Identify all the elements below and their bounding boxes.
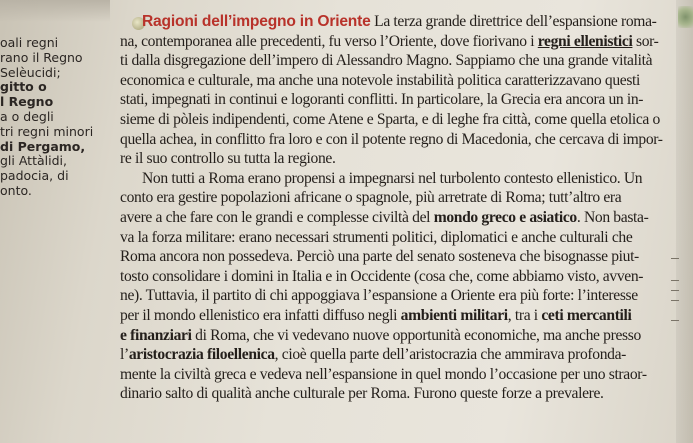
- margin-note: di Pergamo,: [0, 139, 86, 154]
- margin-note: Selèucidi;: [0, 65, 61, 80]
- keyword-aristocrazia-filoellenica: aristocrazia filoellenica: [128, 346, 275, 364]
- text-line: quella achea, in conflitto fra loro e con il potente regno di Macedonia, che cercava di impor-: [120, 130, 663, 148]
- margin-note: rano il Regno: [0, 50, 83, 65]
- margin-note: a o degli: [0, 109, 54, 124]
- edge-tick: [671, 290, 679, 291]
- text-line: l’aristocrazia filoellenica, cioè quella parte dell’aristocrazia che ammirava profonda-: [120, 346, 626, 364]
- margin-note: l Regno: [0, 95, 54, 110]
- text-line: e finanziari di Roma, che vi vedevano nuove opportunità economiche, ma anche presso: [120, 326, 641, 344]
- keyword-ambienti-militari: ambienti militari: [400, 306, 508, 324]
- keyword-finanziari: e finanziari: [120, 326, 192, 344]
- margin-note: gli Attàlidi,: [0, 154, 67, 169]
- text-line: Non tutti a Roma erano propensi a impegnarsi nel turbolento contesto ellenistico. Un: [142, 169, 643, 187]
- text-line: na, contemporanea alle precedenti, fu verso l’Oriente, dove fiorivano i regni ellenistici sor-: [120, 32, 659, 50]
- page-shadow: [0, 0, 110, 22]
- margin-notes: [0, 36, 112, 199]
- text-line: Roma ancora non possedeva. Perciò una parte del senato sosteneva che bisognasse piut-: [120, 248, 639, 266]
- main-text: [120, 12, 685, 404]
- text-line: ti dalla disgregazione dell’impero di Alessandro Magno. Sappiamo che una grande vitalità: [120, 52, 653, 70]
- keyword-regni-ellenistici: regni ellenistici: [537, 32, 633, 50]
- edge-tick: [671, 320, 679, 321]
- keyword-ceti-mercantili: ceti mercantili: [541, 306, 632, 324]
- text-line: re il suo controllo su tutta la regione.: [120, 150, 336, 168]
- text-line: stati, impegnati in continui e logoranti conflitti. In particolare, la Grecia era ancora un in-: [120, 91, 644, 109]
- text-line: avere a che fare con le grandi e complesse civiltà del mondo greco e asiatico. Non basta-: [120, 208, 649, 226]
- text-line: dinario salto di qualità anche culturale per Roma. Furono queste forze a prevalere.: [120, 385, 604, 403]
- text-line: conto era gestire popolazioni africane o spagnole, più arretrate di Roma; tutt’altro era: [120, 189, 622, 207]
- text-line: va la forza militare: erano necessari strumenti politici, diplomatici e anche culturali che: [120, 228, 633, 246]
- text-line: per il mondo ellenistico era infatti diffuso negli ambienti militari, tra i ceti mercantili: [120, 306, 632, 324]
- margin-note: padocia, di: [0, 169, 69, 184]
- margin-note: tri regni minori: [0, 124, 94, 139]
- text-line: mente la civiltà greca e vedeva nell’espansione in quel mondo l’occasione per uno straor-: [120, 365, 647, 383]
- text-line: ne). Tuttavia, il partito di chi appoggiava l’espansione a Oriente era più forte: l’interesse: [120, 287, 638, 305]
- margin-note: gitto o: [0, 80, 47, 95]
- keyword-mondo-greco: mondo greco e asiatico: [433, 208, 577, 226]
- edge-tick: [671, 280, 679, 281]
- margin-note: onto.: [0, 183, 32, 198]
- text-line: sieme di pòleis indipendenti, come Atene e Sparta, e di leghe fra città, come quella etolica o: [120, 110, 660, 128]
- margin-note: oali regni: [0, 36, 59, 50]
- text-line: Ragioni dell’impegno in Oriente La terza grande direttrice dell’espansione roma-: [142, 13, 657, 30]
- edge-tick: [671, 300, 679, 301]
- page-corner-mark: [678, 6, 693, 28]
- edge-tick: [671, 258, 679, 259]
- page-edge: [676, 0, 693, 443]
- text-line: tosto consolidare i domini in Italia e in Occidente (cosa che, come abbiamo visto, avven-: [120, 267, 644, 285]
- text-line: economica e culturale, ma anche una notevole instabilità politica caratterizzavano questi: [120, 71, 641, 89]
- section-heading: Ragioni dell’impegno in Oriente: [142, 13, 371, 30]
